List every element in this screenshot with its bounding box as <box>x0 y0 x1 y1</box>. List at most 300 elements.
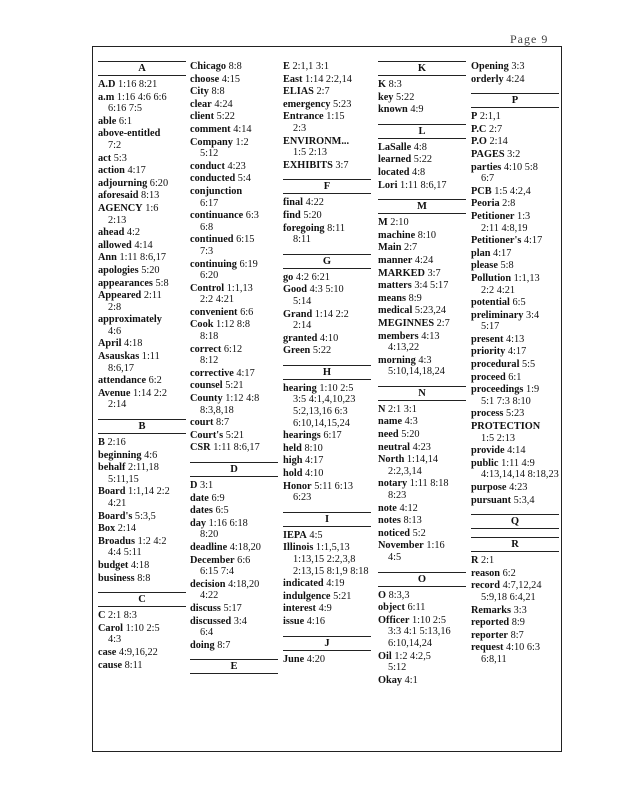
index-entry <box>190 640 278 652</box>
index-term: date <box>190 492 209 504</box>
index-entry <box>98 290 186 313</box>
page-line-refs: 4:17 <box>493 247 512 259</box>
index-term: discussed <box>190 615 232 627</box>
index-term: reason <box>471 567 500 579</box>
index-column <box>98 61 186 672</box>
page-line-refs-continued: 1:5 2:13 <box>293 147 328 159</box>
index-term: court <box>190 417 214 429</box>
index-term: R <box>471 555 479 567</box>
index-entry <box>378 602 466 614</box>
page-line-refs: 5:4 <box>237 173 251 185</box>
page-line-refs-continued: 2:2,3,14 <box>388 465 422 477</box>
page-line-refs: 5:22 <box>216 111 235 123</box>
page-line-refs: 6:9 <box>211 492 225 504</box>
index-entry <box>378 355 466 378</box>
index-term: business <box>98 572 135 584</box>
page-line-refs-continued: 5:12 <box>388 662 407 674</box>
page-line-refs-continued: 7:3 <box>200 245 214 257</box>
index-entry <box>190 368 278 380</box>
page-line-refs: 4:18,20 <box>228 578 260 590</box>
page-line-refs: 8:7 <box>510 629 524 641</box>
index-entry <box>378 79 466 91</box>
index-entry <box>378 404 466 416</box>
page-line-refs-continued: 4:5 <box>388 552 402 563</box>
index-term: Company <box>190 136 233 148</box>
page-line-refs-continued: 5:10,14,18,24 <box>388 366 445 378</box>
page-line-refs: 6:11 <box>407 602 426 614</box>
page-line-refs-continued: 6:23 <box>293 492 312 504</box>
index-entry <box>378 590 466 602</box>
index-term: notary <box>378 478 408 490</box>
index-term: procedural <box>471 359 520 371</box>
index-entry <box>283 99 371 111</box>
page-line-refs: 2:7 <box>404 242 418 254</box>
index-section <box>190 61 278 454</box>
index-section <box>98 419 186 584</box>
page-line-refs-continued: 8:11 <box>293 234 311 246</box>
index-entry <box>283 443 371 455</box>
page-line-refs: 2:1 8:3 <box>108 610 137 622</box>
page-line-refs-continued: 6:16 7:5 <box>108 103 143 115</box>
page-line-refs-continued: 4:13,14,14 8:18,23 <box>481 469 559 481</box>
page-line-refs: 8:7 <box>216 417 230 429</box>
index-entry <box>471 61 559 73</box>
index-term: purpose <box>471 482 507 493</box>
section-letter-heading: K <box>378 61 466 76</box>
index-term: indulgence <box>283 590 331 602</box>
page-line-refs-continued: 1:13,15 2:2,3,8 2:13,15 8:1,9 8:18 <box>293 554 369 577</box>
index-entry <box>471 359 559 371</box>
page-line-refs: 5:23 <box>333 98 352 110</box>
index-entry <box>471 136 559 148</box>
index-entry <box>283 160 371 172</box>
index-entry <box>471 260 559 272</box>
index-column <box>471 61 559 667</box>
index-term: A.D <box>98 79 116 90</box>
index-term: M <box>378 217 388 229</box>
index-entry <box>190 480 278 492</box>
index-entry <box>98 511 186 523</box>
page-line-refs-continued: 5:9,18 6:4,21 <box>481 591 536 603</box>
index-entry <box>190 616 278 639</box>
index-term: continuance <box>190 210 244 222</box>
page-line-refs: 4:16 <box>306 615 326 627</box>
index-term: Good <box>283 284 308 296</box>
page-line-refs-continued: 8:20 <box>200 529 219 541</box>
page-line-refs: 6:1 <box>508 371 522 383</box>
index-term: PROTECTION <box>471 421 541 433</box>
index-entry <box>378 92 466 104</box>
page-line-refs-continued: 4:22 <box>200 590 219 602</box>
index-term: ENVIRONM... <box>283 135 350 147</box>
index-term: Petitioner <box>471 210 515 222</box>
page-line-refs: 2:14 <box>489 136 508 148</box>
index-term: noticed <box>378 527 411 539</box>
index-term: present <box>471 333 504 345</box>
index-term: neutral <box>378 441 411 453</box>
index-entry <box>471 445 559 457</box>
index-term: find <box>283 209 301 221</box>
index-entry <box>98 265 186 277</box>
index-entry <box>98 178 186 190</box>
index-entry <box>378 454 466 477</box>
index-entry <box>190 442 278 454</box>
page-line-refs: 6:15 <box>236 234 255 246</box>
index-term: convenient <box>190 306 238 318</box>
index-term: act <box>98 152 112 164</box>
index-term: ahead <box>98 227 125 239</box>
index-term: hold <box>283 468 303 480</box>
page-line-refs: 1:11 4:9 <box>501 457 535 469</box>
index-entry <box>98 351 186 374</box>
index-term: record <box>471 580 500 592</box>
page-line-refs-continued: 6:4 <box>200 627 214 639</box>
page-line-refs: 5:20 <box>401 429 420 441</box>
page-line-refs: 3:3 <box>513 604 527 616</box>
index-entry <box>190 603 278 615</box>
page-line-refs: 4:3 <box>404 416 418 428</box>
index-entry <box>98 314 186 337</box>
index-entry <box>283 333 371 345</box>
index-entry <box>283 272 371 284</box>
page-line-refs: 4:2 <box>126 227 141 239</box>
index-term: preliminary <box>471 309 524 321</box>
index-term: C <box>98 610 106 622</box>
index-section <box>283 636 371 666</box>
page-line-refs: 6:20 <box>149 177 169 189</box>
index-term: Court's <box>190 429 224 441</box>
page-line-refs: 8:10 <box>304 442 323 454</box>
index-entry <box>283 136 371 159</box>
index-entry <box>378 331 466 354</box>
index-entry <box>190 579 278 602</box>
index-entry <box>190 259 278 282</box>
page-line-refs-continued: 6:20 <box>200 270 219 282</box>
index-section <box>283 365 371 504</box>
index-term: dates <box>190 505 213 517</box>
index-term: note <box>378 502 397 514</box>
index-term: provide <box>471 445 505 457</box>
index-section <box>378 386 466 564</box>
index-term: P <box>471 111 478 123</box>
index-entry <box>378 429 466 441</box>
page-line-refs: 1:11 <box>141 351 160 363</box>
index-entry <box>378 268 466 280</box>
section-letter-heading: D <box>190 462 278 477</box>
section-letter-heading: L <box>378 124 466 139</box>
index-entry <box>190 430 278 442</box>
index-section <box>471 61 559 85</box>
page-line-refs: 4:17 <box>305 455 324 467</box>
index-entry <box>283 481 371 504</box>
index-entry <box>378 675 466 687</box>
index-term: IEPA <box>283 529 307 541</box>
index-entry <box>378 217 466 229</box>
index-term: B <box>98 437 105 449</box>
page-line-refs: 8:9 <box>408 292 422 304</box>
page-line-refs: 8:8 <box>137 572 151 584</box>
index-term: decision <box>190 578 226 590</box>
page-line-refs-continued: 6:17 <box>200 197 219 209</box>
page-line-refs: 6:12 <box>223 343 243 355</box>
index-entry <box>471 630 559 642</box>
page-line-refs: 6:2 <box>502 567 516 579</box>
index-term: hearings <box>283 430 321 442</box>
page-line-refs-continued: 8:23 <box>388 490 407 502</box>
index-entry <box>98 240 186 252</box>
index-term: CSR <box>190 442 211 454</box>
index-term: pursuant <box>471 494 512 506</box>
page-line-refs: 3:4 <box>233 615 247 627</box>
index-term: plan <box>471 247 491 259</box>
index-term: hearing <box>283 382 317 394</box>
section-letter-heading: E <box>190 659 278 674</box>
index-entry <box>98 227 186 239</box>
page-line-refs: 6:6 <box>240 306 254 318</box>
page-line-refs: 3:1 <box>200 480 214 491</box>
index-entry <box>471 186 559 198</box>
index-entry <box>190 74 278 86</box>
index-term: Appeared <box>98 290 142 302</box>
index-term: Okay <box>378 674 403 686</box>
page-line-refs: 4:18 <box>130 559 150 571</box>
page-line-refs: 4:17 <box>236 367 255 379</box>
index-entry <box>283 542 371 577</box>
index-section <box>283 254 371 357</box>
index-term: allowed <box>98 239 132 251</box>
page-line-refs: 4:18,20 <box>229 541 261 553</box>
index-entry <box>471 273 559 296</box>
page-line-refs: 1:14,14 <box>406 454 439 466</box>
index-term: Peoria <box>471 198 500 210</box>
page-line-refs: 8:8 <box>228 61 242 72</box>
index-entry <box>471 408 559 420</box>
index-term: Pollution <box>471 272 512 284</box>
index-entry <box>471 642 559 665</box>
index-section <box>98 61 186 411</box>
page-line-refs-continued: 8:3,8,18 <box>200 404 234 416</box>
page-line-refs: 1:12 4:8 <box>225 393 260 405</box>
page-line-refs: 8:10 <box>417 229 437 241</box>
index-term: medical <box>378 305 413 317</box>
index-term: discuss <box>190 602 221 614</box>
index-column <box>378 61 466 687</box>
page-line-refs: 4:24 <box>214 98 233 110</box>
index-entry <box>283 591 371 603</box>
page-line-refs: 1:11 8:6,17 <box>400 179 447 191</box>
index-term: April <box>98 338 122 350</box>
index-term: beginning <box>98 449 142 461</box>
page-line-refs: 1:2 <box>235 136 249 148</box>
index-entry <box>471 297 559 309</box>
page-line-refs: 4:8 <box>413 141 427 153</box>
index-term: continued <box>190 234 234 246</box>
index-entry <box>471 162 559 185</box>
page-line-refs: 4:14 <box>233 123 252 135</box>
index-term: K <box>378 79 387 90</box>
index-term: adjourning <box>98 177 148 189</box>
index-term: correct <box>190 343 222 355</box>
page-line-refs: 4:17 <box>127 165 146 177</box>
index-entry <box>190 210 278 233</box>
index-entry <box>283 383 371 429</box>
page-line-refs: 1:10 2:5 <box>412 614 447 626</box>
index-term: aforesaid <box>98 190 139 202</box>
page-line-refs: 5:20 <box>141 264 160 276</box>
page-line-refs: 4:9 <box>318 603 332 615</box>
index-entry <box>190 505 278 517</box>
index-term: apologies <box>98 264 139 276</box>
index-term: notes <box>378 515 401 527</box>
index-term: conduct <box>190 160 225 172</box>
page-line-refs: 2:1,1 3:1 <box>292 61 330 72</box>
index-entry <box>98 190 186 202</box>
index-entry <box>378 242 466 254</box>
index-column <box>283 61 371 666</box>
index-entry <box>98 153 186 165</box>
index-entry <box>190 283 278 306</box>
section-letter-heading: P <box>471 93 559 108</box>
index-entry <box>190 393 278 416</box>
page-line-refs-continued: 4:4 5:11 <box>108 547 142 559</box>
index-entry <box>190 186 278 209</box>
index-term: client <box>190 111 215 123</box>
index-term: manner <box>378 254 413 266</box>
page-line-refs: 5:20 <box>303 209 322 221</box>
index-term: Illinois <box>283 542 314 554</box>
index-entry <box>98 92 186 115</box>
page-line-refs: 2:8 <box>502 198 516 210</box>
index-entry <box>98 437 186 449</box>
index-entry <box>378 142 466 154</box>
page-line-refs: 1:16 8:21 <box>118 79 158 90</box>
index-entry <box>98 203 186 226</box>
page-line-refs: 3:4 <box>526 309 540 321</box>
index-term: final <box>283 197 304 209</box>
index-term: ELIAS <box>283 86 314 98</box>
page-line-refs: 6:19 <box>239 258 258 270</box>
index-entry <box>471 248 559 260</box>
page-line-refs: 4:10 <box>319 332 339 344</box>
index-section <box>190 462 278 651</box>
page-line-refs: 4:22 <box>305 197 324 209</box>
index-entry <box>98 462 186 485</box>
index-entry <box>471 334 559 346</box>
page-line-refs: 8:13 <box>403 515 422 527</box>
index-term: O <box>378 589 387 601</box>
page-line-refs-continued: 5:12 <box>200 148 219 160</box>
page-line-refs-continued: 5:1 7:3 8:10 <box>481 395 531 407</box>
page-line-refs: 2:11 <box>143 290 162 302</box>
page-line-refs-continued: 2:14 <box>293 320 312 332</box>
index-entry <box>98 610 186 622</box>
index-term: behalf <box>98 462 126 474</box>
index-term: Lori <box>378 179 398 191</box>
index-term: name <box>378 416 403 428</box>
page-line-refs: 1:11 8:18 <box>409 478 449 490</box>
page-line-refs: 1:16 <box>426 540 445 552</box>
page-line-refs-continued: 5:14 <box>293 295 312 307</box>
index-term: Main <box>378 242 402 254</box>
page-line-refs: 1:5 4:2,4 <box>494 185 531 197</box>
page-line-refs-continued: 2:13 <box>108 214 127 226</box>
page-line-refs: 5:22 <box>312 345 332 357</box>
page-line-refs: 5:23,24 <box>414 305 447 317</box>
index-entry <box>98 523 186 535</box>
page-line-refs: 8:7 <box>217 639 231 651</box>
page-line-refs: 4:17 <box>523 235 543 247</box>
index-entry <box>98 388 186 411</box>
index-entry <box>190 518 278 541</box>
page-line-refs: 4:13 <box>421 330 440 342</box>
page-line-refs-continued: 2:11 4:8,19 <box>481 222 528 234</box>
page-line-refs: 3:4 5:17 <box>414 280 449 292</box>
index-entry <box>378 305 466 317</box>
page-line-refs: 4:2 6:21 <box>295 271 330 283</box>
section-letter-heading: J <box>283 636 371 651</box>
index-entry <box>98 116 186 128</box>
page-line-refs-continued: 4:6 <box>108 325 122 337</box>
index-section <box>283 512 371 628</box>
index-term: Grand <box>283 308 313 320</box>
page-line-refs: 4:12 <box>399 502 418 514</box>
section-letter-heading: G <box>283 254 371 269</box>
page-line-refs: 1:1,14 2:2 <box>128 486 170 498</box>
index-entry <box>190 234 278 257</box>
page-line-refs: 4:14 <box>134 239 153 251</box>
page-line-refs: 1:9 <box>526 384 540 396</box>
index-section <box>378 199 466 378</box>
page-line-refs: 8:8 <box>211 86 225 98</box>
index-entry <box>471 421 559 444</box>
index-entry <box>471 124 559 136</box>
index-term: P.O <box>471 136 487 148</box>
page-line-refs-continued: 6:8 <box>200 221 214 233</box>
page-line-refs: 6:1 <box>118 115 133 127</box>
index-entry <box>471 555 559 567</box>
page-line-refs: 6:17 <box>323 430 342 442</box>
page-line-refs: 1:1,13 <box>513 272 540 284</box>
index-entry <box>378 255 466 267</box>
index-term: comment <box>190 123 231 135</box>
page-line-refs-continued: 3:3 4:1 5:13,16 6:10,14,24 <box>388 626 451 649</box>
index-entry <box>98 128 186 151</box>
index-term: counsel <box>190 380 223 392</box>
page-line-refs: 1:14 2:2 <box>314 308 349 320</box>
index-entry <box>471 605 559 617</box>
page-line-refs: 5:23 <box>506 408 525 420</box>
page-line-refs: 6:3 <box>245 210 259 222</box>
index-term: Green <box>283 345 311 357</box>
index-entry <box>378 615 466 650</box>
page-line-refs: 1:11 8:6,17 <box>213 442 260 454</box>
page-line-refs: 4:23 <box>227 160 246 172</box>
page-line-refs: 5:3,4 <box>513 494 535 506</box>
page-line-refs-continued: 6:8,11 <box>481 653 507 665</box>
index-term: key <box>378 91 394 103</box>
index-term: Petitioner's <box>471 235 522 247</box>
page-line-refs: 4:9,16,22 <box>118 646 158 658</box>
page-line-refs: 3:3 <box>511 61 525 72</box>
index-entry <box>378 478 466 501</box>
index-term: Board's <box>98 510 133 522</box>
index-entry <box>98 560 186 572</box>
index-entry <box>283 86 371 98</box>
index-entry <box>283 468 371 480</box>
page-line-refs: 8:3 <box>388 79 402 90</box>
page-line-refs-continued: 2:2 4:21 <box>481 284 516 296</box>
index-term: known <box>378 104 408 116</box>
